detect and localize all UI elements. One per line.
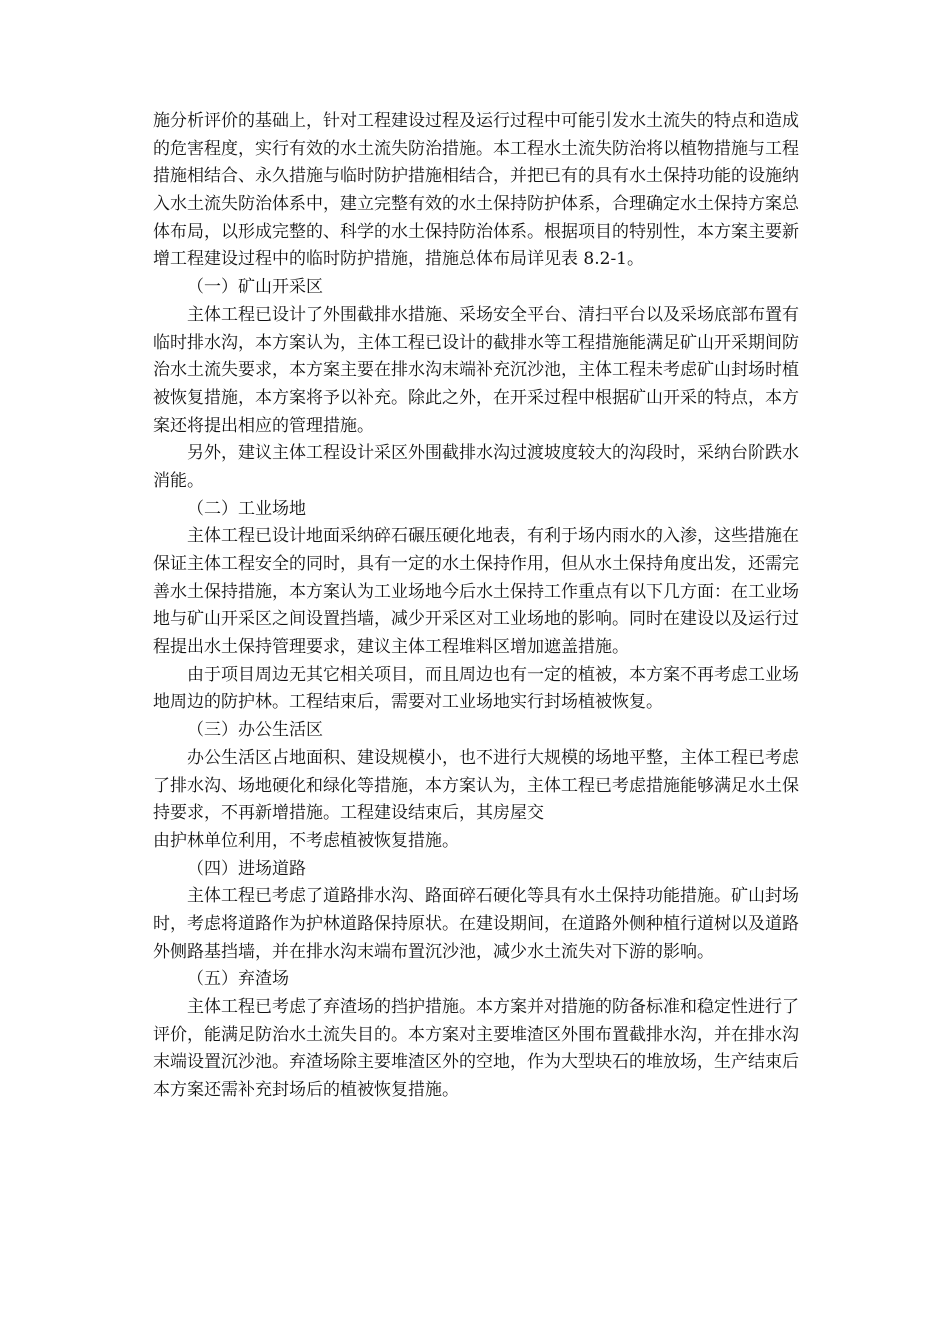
- document-page: [153, 108, 853, 1105]
- paragraph-line: 办公生活区占地面积、建设规模小，也不进行大规模的场地平整，主体工程已考虑: [187, 747, 799, 768]
- paragraph-line: 案还将提出相应的管理措施。: [153, 415, 374, 436]
- paragraph-line: 程提出水土保持管理要求，建议主体工程堆料区增加遮盖措施。: [153, 637, 629, 658]
- paragraph-line: 主体工程已考虑了弃渣场的挡护措施。本方案并对措施的防备标准和稳定性进行了: [187, 997, 799, 1017]
- section-heading-mining-area: （一）矿山开采区: [187, 277, 323, 298]
- paragraph-line: 入水土流失防治体系中，建立完整有效的水土保持防护体系，合理确定水土保持方案总: [153, 194, 799, 215]
- paragraph-line: 持要求，不再新增措施。工程建设结束后，其房屋交: [153, 803, 544, 824]
- paragraph-line: 地周边的防护林。工程结束后，需要对工业场地实行封场植被恢复。: [153, 692, 663, 713]
- paragraph-line: 的危害程度，实行有效的水土流失防治措施。本工程水土流失防治将以植物措施与工程: [153, 138, 799, 159]
- section-heading-industrial-site: （二）工业场地: [187, 498, 306, 519]
- paragraph-line: 保证主体工程安全的同时，具有一定的水土保持作用，但从水土保持角度出发，还需完: [153, 554, 799, 574]
- paragraph-line: 主体工程已设计了外围截排水措施、采场安全平台、清扫平台以及采场底部布置有: [187, 304, 799, 325]
- paragraph-line: 评价，能满足防治水土流失目的。本方案对主要堆渣区外围布置截排水沟，并在排水沟: [153, 1024, 799, 1045]
- paragraph-line: 本方案还需补充封场后的植被恢复措施。: [153, 1080, 459, 1101]
- paragraph-line: 了排水沟、场地硬化和绿化等措施，本方案认为，主体工程已考虑措施能够满足水土保: [153, 775, 799, 796]
- paragraph-line: 被恢复措施，本方案将予以补充。除此之外，在开采过程中根据矿山开采的特点，本方: [153, 387, 799, 408]
- paragraph-line: 主体工程已考虑了道路排水沟、路面碎石硬化等具有水土保持功能措施。矿山封场: [187, 886, 799, 907]
- paragraph-line: 消能。: [153, 470, 204, 491]
- paragraph-line: 由于项目周边无其它相关项目，而且周边也有一定的植被，本方案不再考虑工业场: [187, 664, 799, 685]
- section-heading-access-road: （四）进场道路: [187, 858, 306, 879]
- paragraph-line: 时，考虑将道路作为护林道路保持原状。在建设期间，在道路外侧种植行道树以及道路: [153, 913, 799, 934]
- paragraph-line: 末端设置沉沙池。弃渣场除主要堆渣区外的空地，作为大型块石的堆放场，生产结束后: [153, 1052, 799, 1073]
- paragraph-line: 临时排水沟，本方案认为，主体工程已设计的截排水等工程措施能满足矿山开采期间防: [153, 332, 799, 353]
- paragraph-line: 善水土保持措施，本方案认为工业场地今后水土保持工作重点有以下几方面：在工业场: [153, 581, 799, 602]
- paragraph-line: 外侧路基挡墙，并在排水沟末端布置沉沙池，减少水土流失对下游的影响。: [153, 941, 714, 962]
- paragraph-line: 体布局，以形成完整的、科学的水土保持防治体系。根据项目的特别性，本方案主要新: [153, 221, 799, 242]
- section-heading-waste-dump: （五）弃渣场: [187, 969, 289, 990]
- paragraph-line: 主体工程已设计地面采纳碎石碾压硬化地表，有利于场内雨水的入渗，这些措施在: [187, 526, 799, 547]
- section-heading-office-area: （三）办公生活区: [187, 720, 323, 741]
- paragraph-line: 措施相结合、永久措施与临时防护措施相结合，并把已有的具有水土保持功能的设施纳: [153, 166, 799, 187]
- paragraph-line: 由护林单位利用，不考虑植被恢复措施。: [153, 830, 459, 851]
- paragraph-line: 地与矿山开采区之间设置挡墙，减少开采区对工业场地的影响。同时在建设以及运行过: [153, 609, 799, 630]
- paragraph-line: 另外，建议主体工程设计采区外围截排水沟过渡坡度较大的沟段时，采纳台阶跌水: [187, 443, 799, 464]
- paragraph-line: 施分析评价的基础上，针对工程建设过程及运行过程中可能引发水土流失的特点和造成: [153, 111, 799, 131]
- paragraph-line: 治水土流失要求，本方案主要在排水沟末端补充沉沙池，主体工程未考虑矿山封场时植: [153, 360, 799, 381]
- paragraph-line: 增工程建设过程中的临时防护措施，措施总体布局详见表 8.2-1。: [153, 249, 644, 270]
